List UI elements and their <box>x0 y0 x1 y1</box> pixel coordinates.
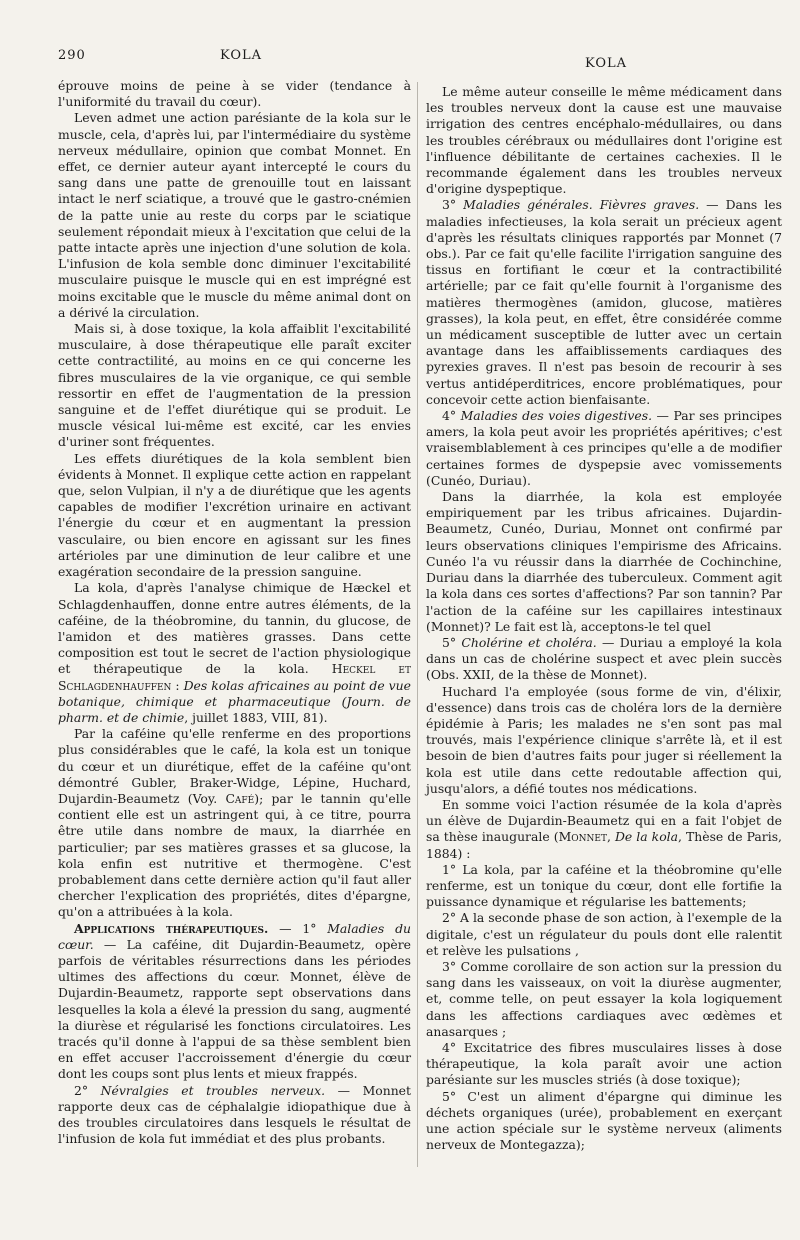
paragraph <box>426 797 782 862</box>
paragraph <box>58 726 411 920</box>
summary-item: 5° C'est un aliment d'épargne qui diminue les déchets organiques (urée), probablement en exerçant une action spéciale sur le système nerveux (aliments nerveux de Montegazza); <box>426 1088 782 1153</box>
paragraph <box>58 580 411 726</box>
paragraph: Les effets diurétiques de la kola semblent bien évidents à Monnet. Il explique cette action en rappelant que, selon Vulpian, il n'y a de diurétique que les agents capables de modifier l'excrétion urinaire en activant l'énergie du cœur et en augmentant la pression vasculaire, ou bien encore en agissant sur les fines artérioles par une diminution de leur calibre et une exagération secondaire de la pression sanguine. <box>58 450 411 580</box>
paragraph: Leven admet une action parésiante de la kola sur le muscle, cela, d'après lui, par l'intermédiaire du système nerveux médullaire, opinion que combat Monnet. En effet, ce dernier auteur ayant intercepté le cours du sang dans une patte de grenouille tout en laissant intact le nerf sciatique, a trouvé que le gastro-cnémien de la patte unie au reste du corps par le sciatique seulement répondait mieux à l'excitation que celui de la patte intacte après une injection d'une solution de kola. L'infusion de kola semble donc diminuer l'excitabilité musculaire puisque le muscle qui en est imprégné est moins excitable que le muscle du même animal dont on a dérivé la circulation. <box>58 110 411 320</box>
paragraph: Huchard l'a employée (sous forme de vin, d'élixir, d'essence) dans trois cas de choléra lors de la dernière épidémie à Paris; les malades ne s'en sont pas mal trouvés, mais l'expérience clinique s'arrête là, et il est besoin de bien d'autres faits pour juger si réellement la kola est utile dans cette redoutable affection qui, jusqu'alors, a défié toutes nos médications. <box>426 683 782 796</box>
text-run: — Dans les maladies infectieuses, la kola serait un précieux agent d'après les résultats cliniques rapportés par Monnet (7 obs.). Par ce fait qu'elle facilite l'irrigation sanguine des tissus en fortifiant le cœur et la contractibilité artérielle; par ce fait qu'elle fournit à l'organisme des matières thermogènes (amidon, glucose, matières grasses), la kola peut, en effet, être considérée comme un médicament susceptible de lutter avec un certain avantage dans les affaiblissements cardiaques des pyrexies graves. Il n'est pas besoin de recourir à ses vertus antidéperditrices, encore problématiques, pour concevoir cette action bienfaisante. <box>426 197 782 407</box>
paragraph: éprouve moins de peine à se vider (tendance à l'uniformité du travail du cœur). <box>58 78 411 110</box>
summary-item: 1° La kola, par la caféine et la théobromine qu'elle renferme, est un tonique du cœur, dont elle fortifie la puissance dynamique et régularise les battements; <box>426 861 782 910</box>
paragraph <box>426 635 782 684</box>
text-run: , juillet 1883, VIII, 81). <box>184 709 328 725</box>
column-divider <box>417 82 418 1167</box>
subsection-title: Névralgies et troubles nerveux. <box>100 1082 326 1098</box>
citation-title: Des kolas africaines au point de vue botanique, chimique et pharmaceutique (Journ. de pharm. et de chimie <box>58 677 411 725</box>
left-column <box>58 78 411 1147</box>
summary-item: 4° Excitatrice des fibres musculaires lisses à dose thérapeutique, la kola paraît avoir une action parésiante sur les muscles striés (à dose toxique); <box>426 1039 782 1088</box>
page-header <box>0 48 800 72</box>
text-run: — Monnet rapporte deux cas de céphalalgie idiopathique due à des troubles circulatoires dans lesquels le résultat de l'infusion de kola fut immédiat et des plus probants. <box>58 1082 411 1147</box>
citation-title: De la kola <box>614 829 678 845</box>
text-run: , <box>606 829 615 845</box>
page-number: 290 <box>58 48 86 63</box>
paragraph: Mais si, à dose toxique, la kola affaiblit l'excitabilité musculaire, à dose thérapeutique elle paraît exciter cette contractilité, au moins en ce qui concerne les fibres musculaires de la vie organique, ce qui semble ressortir en effet de l'augmentation de la pression sanguine et de l'effet diurétique qui se produit. Le muscle vésical lui-même est excité, car les envies d'uriner sont fréquentes. <box>58 321 411 450</box>
text-run: — Par ses principes amers, la kola peut avoir les propriétés apéritives; c'est vraisemblablement à ces principes qu'elle a de modifier certaines formes de dyspepsie avec vomissements (Cunéo, Duriau). <box>426 408 782 488</box>
text-run: En somme voici l'action résumée de la kola d'après un élève de Dujardin-Beaumetz qui en a fait l'objet de sa thèse inaugurale ( <box>426 796 782 845</box>
paragraph <box>58 1083 411 1148</box>
paragraph <box>426 197 782 408</box>
citation-author: Monnet <box>558 829 607 845</box>
text-run: — Duriau a employé la kola dans un cas de cholérine suspect et avec plein succès (Obs. XXII, de la thèse de Monnet). <box>426 634 782 683</box>
text-run: : <box>171 677 184 693</box>
text-run: La kola, d'après l'analyse chimique de Hæckel et Schlagdenhauffen, donne entre autres éléments, de la caféine, de la théobromine, du tannin, du glucose, de l'amidon et des matières grasses. Dans cette composition est tout le secret de l'action physiologique et thérapeutique de la kola. <box>58 580 411 677</box>
text-run: , Thèse de Paris, 1884) : <box>426 829 782 861</box>
text-run: 4° <box>442 408 461 424</box>
text-run: — 1° <box>268 920 328 936</box>
paragraph <box>426 408 782 489</box>
summary-item: 2° A la seconde phase de son action, à l'exemple de la digitale, c'est un régulateur du pouls dont elle ralentit et relève les pulsations , <box>426 910 782 958</box>
running-title-left: KOLA <box>220 48 263 63</box>
text-run: Par la caféine qu'elle renferme en des proportions plus considérables que le café, la kola est un tonique du cœur et un diurétique, effet de la caféine qu'ont démontré Gubler, Braker-Widge, Lépine, Huchard, Dujardin-Beaumetz (Voy. <box>58 726 411 806</box>
subsection-title: Maladies du cœur. <box>58 920 411 952</box>
text-run: 2° <box>74 1082 101 1098</box>
right-column <box>426 84 782 1153</box>
summary-item: 3° Comme corollaire de son action sur la pression du sang dans les vaisseaux, on voit la diurèse augmenter, et, comme telle, on peut essayer la kola logiquement dans les affections cardiaques avec œdèmes et anasarques ; <box>426 958 782 1039</box>
subsection-title: Cholérine et choléra. <box>461 634 597 650</box>
text-run: 3° <box>442 197 464 213</box>
paragraph: Dans la diarrhée, la kola est employée empiriquement par les tribus africaines. Dujardin-Beaumetz, Cunéo, Duriau, Monnet ont confirmé par leurs observations cliniques l'empirisme des Africains. Cunéo l'a vu réussir dans la diarrhée de Cochinchine, Duriau dans la diarrhée des tuberculeux. Comment agit la kola dans ces sortes d'affections? Par son tannin? Par l'action de la caféine sur les capillaires intestinaux (Monnet)? Le fait est là, acceptons-le tel quel <box>426 489 782 634</box>
subsection-title: Maladies des voies digestives. <box>460 408 653 424</box>
cross-reference: Café <box>225 790 255 806</box>
text-run: — La caféine, dit Dujardin-Beaumetz, opère parfois de véritables résurrections dans les périodes ultimes des affections du cœur. Monnet, élève de Dujardin-Beaumetz, rapporte sept observations dans lesquelles la kola a élevé la pression du sang, augmenté la diurèse et régularisé les fonctions circulatoires. Les tracés qu'il donne à l'appui de sa thèse semblent bien en effet accuser l'accroissement d'énergie du cœur dont les coups sont plus lents et mieux frappés. <box>58 936 411 1082</box>
text-run: ); par le tannin qu'elle contient elle est un astringent qui, à ce titre, pourra être utile dans nombre de maux, la diarrhée en particulier; par ses matières grasses et sa glucose, la kola enfin est nutritive et thermogène. C'est probablement dans cette dernière action qu'il faut aller chercher l'explication des propriétés, dites d'épargne, qu'on a attribuées à la kola. <box>58 790 411 920</box>
section-heading: Applications thérapeutiques. <box>74 920 269 936</box>
subsection-title: Maladies générales. Fièvres graves. <box>463 197 700 213</box>
section-paragraph <box>58 921 411 1083</box>
text-run: 5° <box>442 634 462 650</box>
running-title-right: KOLA <box>585 56 628 71</box>
paragraph: Le même auteur conseille le même médicament dans les troubles nerveux dont la cause est une mauvaise irrigation des centres encéphalo-médullaires, ou dans les troubles cérébraux ou médullaires dont l'origine est l'influence débilitante de certaines cachexies. Il le recommande également dans les troubles nerveux d'origine dyspeptique. <box>426 84 782 197</box>
citation-authors: Heckel et Schlagdenhauffen <box>58 661 411 693</box>
